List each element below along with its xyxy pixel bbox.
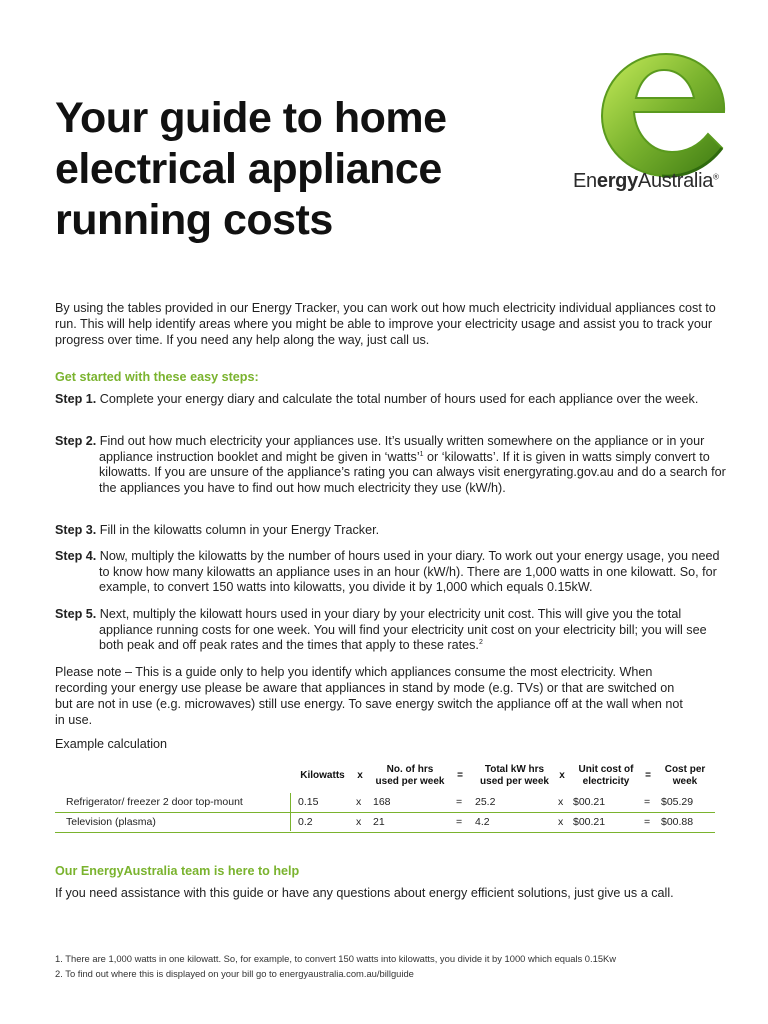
example-label: Example calculation — [55, 737, 168, 751]
header-multiply-1: x — [357, 770, 363, 781]
table-cell-appliance: Television (plasma) — [66, 816, 156, 828]
table-cell-cost: $05.29 — [661, 796, 694, 808]
step-1: Step 1. Complete your energy diary and calculate the total number of hours used for each appliance over the week. — [55, 392, 699, 406]
table-cell-multiply: x — [356, 796, 362, 808]
table-cell-kilowatts: 0.15 — [298, 796, 319, 808]
header-kilowatts: Kilowatts — [300, 770, 345, 781]
table-cell-hours: 21 — [373, 816, 385, 828]
table-row-divider — [55, 812, 715, 813]
header-multiply-2: x — [559, 770, 565, 781]
table-cell-equals: = — [644, 796, 651, 808]
step-2: Step 2. Find out how much electricity your appliances use. It’s usually written somewhere on the appliance or in your appliance instruction booklet and might be given in ‘watts’$^1$ or ‘kilowatts’. If it is given in watts simply convert to kilowatts. If you are unsure of the appliance’s rating you can always visit energyrating.gov.au and do a search for the appliances you have to find out how much electricity they use (kW/h). — [55, 434, 726, 495]
help-paragraph: If you need assistance with this guide or have any questions about energy efficient solutions, just give us a call. — [55, 886, 674, 900]
brand-wordmark: EnergyAustralia® — [573, 170, 719, 192]
help-heading: Our EnergyAustralia team is here to help — [55, 864, 300, 878]
steps-heading: Get started with these easy steps: — [55, 370, 259, 384]
footnote-2: 2. To find out where this is displayed on your bill go to energyaustralia.com.au/billguide — [55, 968, 414, 979]
note-paragraph: Please note – This is a guide only to help you identify which appliances consume the most electricity. When recording your energy use please be aware that appliances in stand by mode (e.g. TVs) or that are switched on but are not in use (e.g. microwaves) still use energy. To save energy switch the appliance off at the wall when not in use. — [55, 665, 683, 727]
step-4: Step 4. Now, multiply the kilowatts by the number of hours used in your diary. To work out your energy usage, you need to know how many kilowatts an appliance uses in an hour (kW/h). There are 1,000 watts in one kilowatt. So, for example, to convert 150 watts into kilowatts, you divide it by 1,000 which equals 0.15kW. — [55, 549, 720, 594]
page-title: Your guide to home electrical appliance running costs — [55, 94, 447, 244]
table-cell-multiply: x — [356, 816, 362, 828]
header-equals-1: = — [457, 770, 463, 781]
table-row-divider — [55, 832, 715, 833]
header-equals-2: = — [645, 770, 651, 781]
table-cell-equals: = — [456, 816, 463, 828]
intro-paragraph: By using the tables provided in our Energy Tracker, you can work out how much electricity individual appliances cost to run. This will help identify areas where you might be able to improve your electricity usage and assist you to track your progress over time. If you need any help along the way, just call us. — [55, 301, 716, 347]
example-table — [55, 760, 715, 835]
header-total-kwh: Total kW hrs used per week — [480, 764, 549, 787]
table-cell-unit-cost: $00.21 — [573, 796, 606, 808]
step-5: Step 5. Next, multiply the kilowatt hours used in your diary by your electricity unit cost. This will give you the total appliance running costs for one week. You will find your electricity unit cost on your electricity bill; you will see both peak and off peak rates and the times that apply to these rates.$^2$ — [55, 607, 707, 652]
header-cost-per-week: Cost per week — [664, 764, 706, 787]
footnote-1: 1. There are 1,000 watts in one kilowatt. So, for example, to convert 150 watts into kilowatts, you divide it by 1000 which equals 0.15Kw — [55, 953, 617, 964]
table-cell-kilowatts: 0.2 — [298, 816, 313, 828]
table-cell-equals: = — [456, 796, 463, 808]
table-cell-multiply: x — [558, 796, 564, 808]
table-cell-appliance: Refrigerator/ freezer 2 door top-mount — [66, 796, 243, 808]
table-cell-kwh: 4.2 — [475, 816, 490, 828]
header-unit-cost: Unit cost of electricity — [578, 764, 634, 787]
header-hours: No. of hrs used per week — [375, 764, 445, 787]
table-cell-equals: = — [644, 816, 651, 828]
table-cell-unit-cost: $00.21 — [573, 816, 606, 828]
table-column-divider — [290, 793, 291, 831]
table-cell-hours: 168 — [373, 796, 391, 808]
table-cell-cost: $00.88 — [661, 816, 694, 828]
table-cell-kwh: 25.2 — [475, 796, 496, 808]
table-cell-multiply: x — [558, 816, 564, 828]
step-3: Step 3. Fill in the kilowatts column in your Energy Tracker. — [55, 523, 380, 537]
